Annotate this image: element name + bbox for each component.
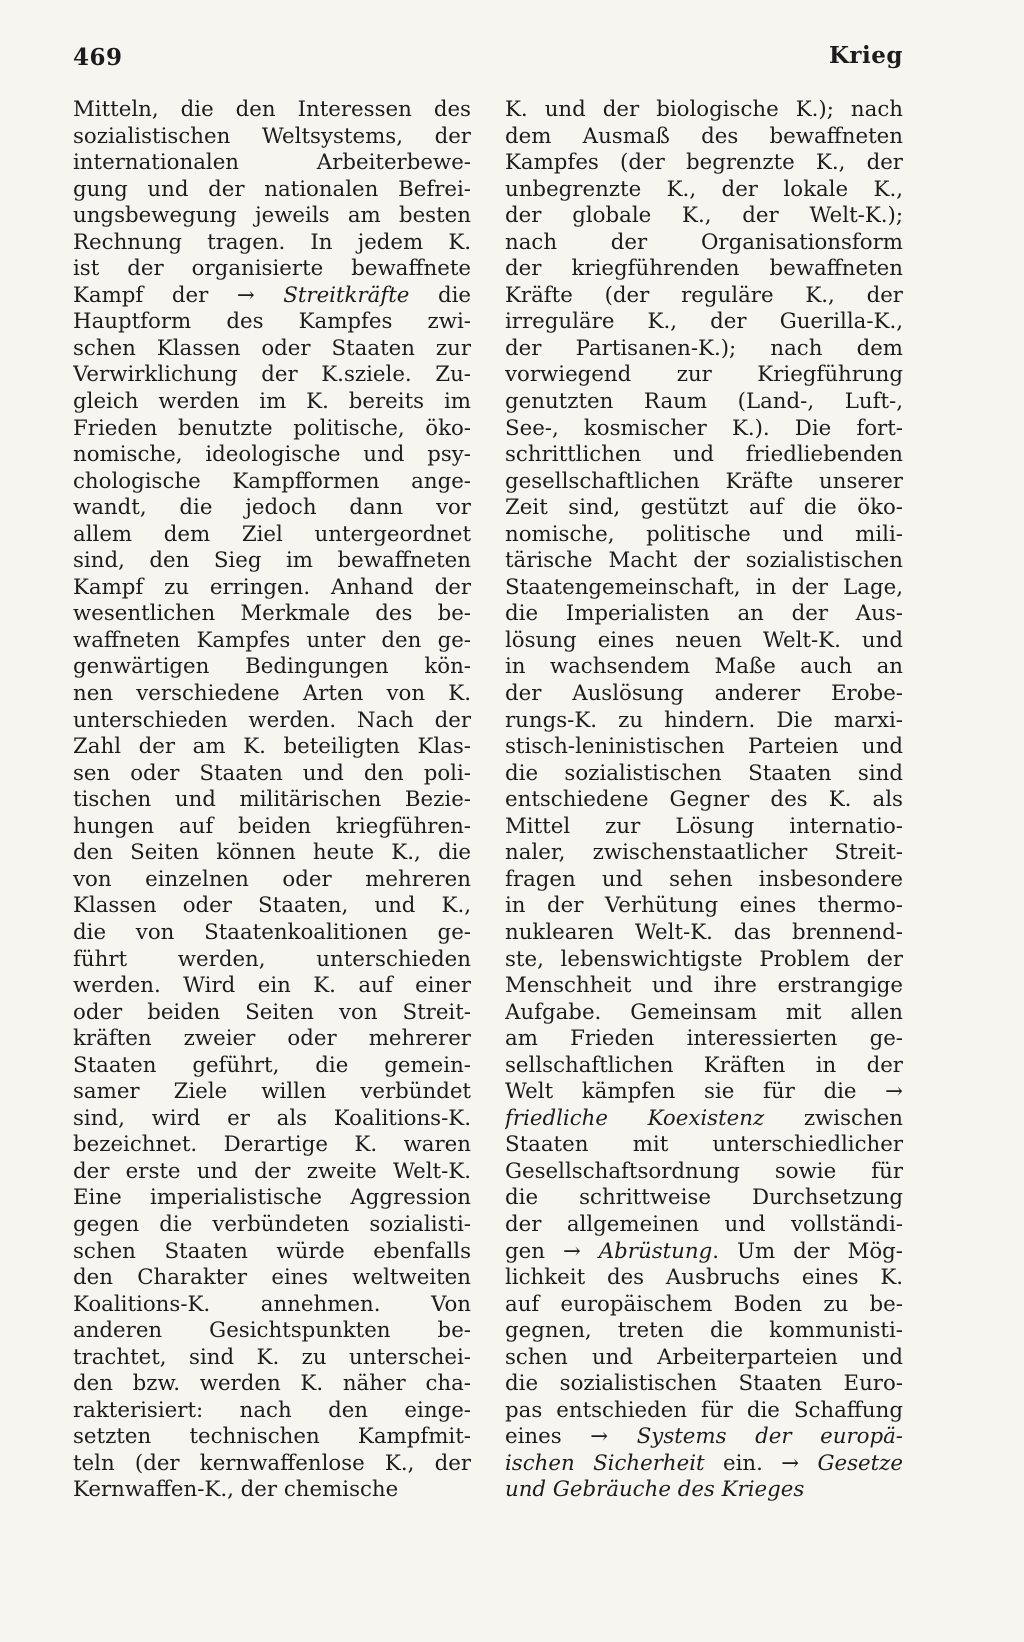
text-line: sellschaftlichen Kräften in der (505, 1052, 903, 1078)
text-line: und Gebräuche des Krieges (505, 1477, 805, 1503)
text-line: ste, lebenswichtigste Problem der (505, 946, 903, 972)
text-line: nach der Organisationsform (505, 229, 903, 255)
text-line: Mittel zur Lösung internatio- (505, 813, 903, 839)
text-line: internationalen Arbeiterbewe- (73, 150, 471, 176)
text-line: gegnen, treten die kommunisti- (505, 1318, 903, 1344)
text-line: den bzw. werden K. näher cha- (73, 1371, 471, 1397)
text-line: eines → Systems der europä- (505, 1424, 903, 1450)
text-line: entschiedene Gegner des K. als (505, 787, 903, 813)
text-line: naler, zwischenstaatlicher Streit- (505, 840, 903, 866)
text-line: sind, wird er als Koalitions-K. (73, 1105, 471, 1131)
text-line: dem Ausmaß des bewaffneten (505, 123, 903, 149)
text-column-left (73, 97, 471, 1504)
text-line: Rechnung tragen. In jedem K. (73, 229, 471, 255)
text-line: sen oder Staaten und den poli- (73, 760, 471, 786)
text-line: sozialistischen Weltsystems, der (73, 123, 471, 149)
text-line: tärische Macht der sozialistischen (505, 548, 903, 574)
text-line: pas entschieden für die Schaffung (505, 1397, 903, 1423)
text-line: Kampf der → Streitkräfte die (73, 282, 471, 308)
text-line: Kernwaffen-K., der chemische (73, 1477, 399, 1503)
text-line: Aufgabe. Gemeinsam mit allen (505, 999, 903, 1025)
text-line: werden. Wird ein K. auf einer (73, 973, 471, 999)
text-line: Koalitions-K. annehmen. Von (73, 1291, 471, 1317)
text-line: der Auslösung anderer Erobe- (505, 681, 903, 707)
text-line: gegen die verbündeten sozialisti- (73, 1211, 471, 1237)
text-line: chologische Kampfformen ange- (73, 468, 471, 494)
text-line: bezeichnet. Derartige K. waren (73, 1132, 471, 1158)
text-line: Kampfes (der begrenzte K., der (505, 150, 903, 176)
text-line: allem dem Ziel untergeordnet (73, 521, 471, 547)
text-line: der allgemeinen und vollständi- (505, 1211, 903, 1237)
text-line: wesentlichen Merkmale des be- (73, 601, 471, 627)
text-line: Staaten geführt, die gemein- (73, 1052, 471, 1078)
text-line: Kampf zu erringen. Anhand der (73, 574, 471, 600)
text-line: nomische, politische und mili- (505, 521, 903, 547)
text-line: nomische, ideologische und psy- (73, 442, 471, 468)
text-line: rakterisiert: nach den einge- (73, 1397, 471, 1423)
text-line: sind, den Sieg im bewaffneten (73, 548, 471, 574)
text-line: Eine imperialistische Aggression (73, 1185, 471, 1211)
text-line: kräften zweier oder mehrerer (73, 1026, 471, 1052)
text-line: Zeit sind, gestützt auf die öko- (505, 495, 903, 521)
text-line: ist der organisierte bewaffnete (73, 256, 471, 282)
text-line: gesellschaftlichen Kräfte unserer (505, 468, 903, 494)
text-line: oder beiden Seiten von Streit- (73, 999, 471, 1025)
text-line: genwärtigen Bedingungen kön- (73, 654, 471, 680)
text-line: gung und der nationalen Befrei- (73, 176, 471, 202)
text-line: ischen Sicherheit ein. → Gesetze (505, 1450, 903, 1476)
text-line: die von Staatenkoalitionen ge- (73, 919, 471, 945)
text-line: irreguläre K., der Guerilla-K., (505, 309, 903, 335)
text-line: den Seiten können heute K., die (73, 840, 471, 866)
text-line: samer Ziele willen verbündet (73, 1079, 471, 1105)
text-line: Hauptform des Kampfes zwi- (73, 309, 471, 335)
text-line: unbegrenzte K., der lokale K., (505, 176, 903, 202)
text-line: Menschheit und ihre erstrangige (505, 973, 903, 999)
text-line: fragen und sehen insbesondere (505, 866, 903, 892)
text-line: die Imperialisten an der Aus- (505, 601, 903, 627)
text-column-right (505, 97, 903, 1504)
text-line: anderen Gesichtspunkten be- (73, 1318, 471, 1344)
text-line: rungs-K. zu hindern. Die marxi- (505, 707, 903, 733)
text-line: auf europäischem Boden zu be- (505, 1291, 903, 1317)
text-line: gen → Abrüstung. Um der Mög- (505, 1238, 903, 1264)
text-line: Staaten mit unterschiedlicher (505, 1132, 903, 1158)
text-line: am Frieden interessierten ge- (505, 1026, 903, 1052)
text-line: waffneten Kampfes unter den ge- (73, 627, 471, 653)
text-line: friedliche Koexistenz zwischen (505, 1105, 903, 1131)
text-line: wandt, die jedoch dann vor (73, 495, 471, 521)
text-line: die schrittweise Durchsetzung (505, 1185, 903, 1211)
text-line: der globale K., der Welt-K.); (505, 203, 903, 229)
text-line: See-, kosmischer K.). Die fort- (505, 415, 903, 441)
text-line: Zahl der am K. beteiligten Klas- (73, 734, 471, 760)
text-line: Mitteln, die den Interessen des (73, 97, 471, 122)
text-line: Kräfte (der reguläre K., der (505, 282, 903, 308)
text-line: gleich werden im K. bereits im (73, 389, 471, 415)
text-line: hungen auf beiden kriegführen- (73, 813, 471, 839)
text-line: in der Verhütung eines thermo- (505, 893, 903, 919)
text-line: schen Staaten würde ebenfalls (73, 1238, 471, 1264)
text-line: der kriegführenden bewaffneten (505, 256, 903, 282)
text-line: in wachsendem Maße auch an (505, 654, 903, 680)
running-head: Krieg (828, 42, 903, 69)
text-line: der erste und der zweite Welt-K. (73, 1158, 471, 1184)
text-line: teln (der kernwaffenlose K., der (73, 1450, 471, 1476)
text-line: trachtet, sind K. zu unterschei- (73, 1344, 471, 1370)
text-line: den Charakter eines weltweiten (73, 1265, 471, 1291)
text-line: der Partisanen-K.); nach dem (505, 335, 903, 361)
text-line: die sozialistischen Staaten sind (505, 760, 903, 786)
text-line: schen und Arbeiterparteien und (505, 1344, 903, 1370)
text-line: stisch-leninistischen Parteien und (505, 734, 903, 760)
text-line: setzten technischen Kampfmit- (73, 1424, 471, 1450)
page-number: 469 (73, 44, 123, 71)
text-line: die sozialistischen Staaten Euro- (505, 1371, 903, 1397)
text-line: unterschieden werden. Nach der (73, 707, 471, 733)
text-line: nuklearen Welt-K. das brennend- (505, 919, 903, 945)
text-line: ungsbewegung jeweils am besten (73, 203, 471, 229)
text-line: Klassen oder Staaten, und K., (73, 893, 471, 919)
text-line: Gesellschaftsordnung sowie für (505, 1158, 903, 1184)
text-line: Welt kämpfen sie für die → (505, 1079, 903, 1105)
text-line: nen verschiedene Arten von K. (73, 681, 471, 707)
text-line: lösung eines neuen Welt-K. und (505, 627, 903, 653)
text-line: schrittlichen und friedliebenden (505, 442, 903, 468)
text-line: lichkeit des Ausbruchs eines K. (505, 1265, 903, 1291)
text-line: führt werden, unterschieden (73, 946, 471, 972)
text-line: K. und der biologische K.); nach (505, 97, 903, 122)
text-line: tischen und militärischen Bezie- (73, 787, 471, 813)
text-line: vorwiegend zur Kriegführung (505, 362, 903, 388)
text-line: von einzelnen oder mehreren (73, 866, 471, 892)
text-line: Staatengemeinschaft, in der Lage, (505, 574, 903, 600)
text-line: Frieden benutzte politische, öko- (73, 415, 471, 441)
text-line: schen Klassen oder Staaten zur (73, 335, 471, 361)
text-line: genutzten Raum (Land-, Luft-, (505, 389, 903, 415)
text-line: Verwirklichung der K.sziele. Zu- (73, 362, 471, 388)
